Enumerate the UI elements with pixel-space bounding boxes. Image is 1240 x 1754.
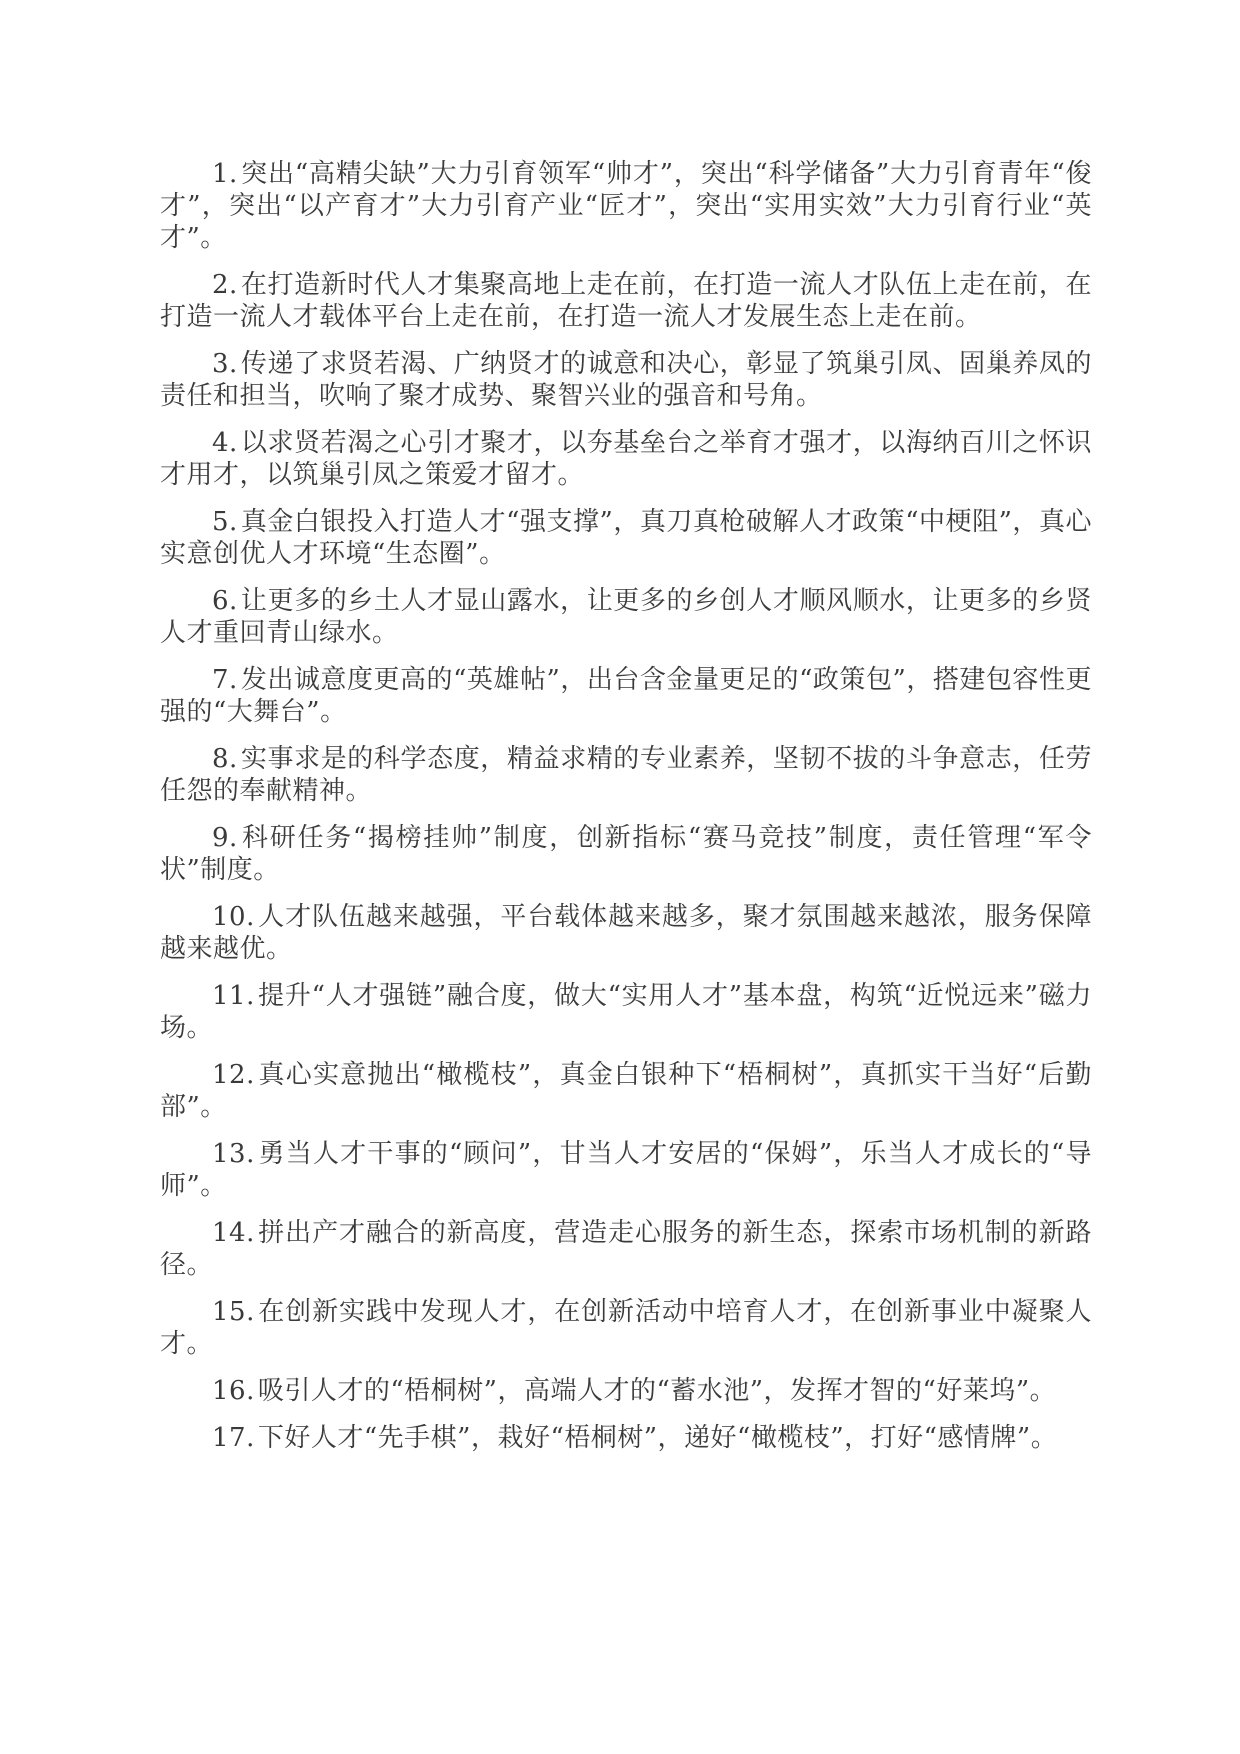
- item-text: 在打造新时代人才集聚高地上走在前，在打造一流人才队伍上走在前，在打造一流人才载体平台上走在前，在打造一流人才发展生态上走在前。: [160, 270, 1092, 332]
- list-item: [160, 822, 1092, 886]
- list-item: [160, 664, 1092, 728]
- item-number: 13.: [212, 1139, 255, 1169]
- item-text: 拼出产才融合的新高度，营造走心服务的新生态，探索市场机制的新路径。: [160, 1218, 1092, 1280]
- item-text: 勇当人才干事的“顾问”，甘当人才安居的“保姆”，乐当人才成长的“导师”。: [160, 1139, 1092, 1201]
- list-item: [160, 585, 1092, 649]
- item-number: 16.: [212, 1376, 255, 1406]
- list-item: [160, 1217, 1092, 1281]
- item-text: 下好人才“先手棋”，栽好“梧桐树”，递好“橄榄枝”，打好“感情牌”。: [257, 1423, 1058, 1453]
- item-number: 6.: [212, 586, 238, 616]
- list-item: [160, 1375, 1092, 1407]
- list-item: [160, 980, 1092, 1044]
- item-text: 提升“人才强链”融合度，做大“实用人才”基本盘，构筑“近悦远来”磁力场。: [160, 981, 1092, 1043]
- item-text: 在创新实践中发现人才，在创新活动中培育人才，在创新事业中凝聚人才。: [160, 1297, 1092, 1359]
- item-number: 11.: [212, 981, 255, 1011]
- item-number: 5.: [212, 507, 238, 537]
- list-item: [160, 427, 1092, 491]
- item-text: 真心实意抛出“橄榄枝”，真金白银种下“梧桐树”，真抓实干当好“后勤部”。: [160, 1060, 1092, 1122]
- list-item: [160, 743, 1092, 807]
- item-number: 3.: [212, 349, 238, 379]
- list-item: [160, 158, 1092, 254]
- document-body: [160, 158, 1092, 1469]
- item-number: 10.: [212, 902, 255, 932]
- item-number: 14.: [212, 1218, 255, 1248]
- item-text: 发出诚意度更高的“英雄帖”，出台含金量更足的“政策包”，搭建包容性更强的“大舞台”。: [160, 665, 1092, 727]
- list-item: [160, 348, 1092, 412]
- item-text: 让更多的乡土人才显山露水，让更多的乡创人才顺风顺水，让更多的乡贤人才重回青山绿水。: [160, 586, 1092, 648]
- item-number: 12.: [212, 1060, 255, 1090]
- item-number: 1.: [212, 159, 238, 189]
- item-text: 实事求是的科学态度，精益求精的专业素养，坚韧不拔的斗争意志，任劳任怨的奉献精神。: [160, 744, 1092, 806]
- list-item: [160, 1059, 1092, 1123]
- item-number: 4.: [212, 428, 238, 458]
- item-number: 15.: [212, 1297, 255, 1327]
- item-text: 传递了求贤若渴、广纳贤才的诚意和决心，彰显了筑巢引凤、固巢养凤的责任和担当，吹响了聚才成势、聚智兴业的强音和号角。: [160, 349, 1092, 411]
- item-text: 人才队伍越来越强，平台载体越来越多，聚才氛围越来越浓，服务保障越来越优。: [160, 902, 1092, 964]
- item-number: 7.: [212, 665, 238, 695]
- list-item: [160, 506, 1092, 570]
- item-number: 9.: [212, 823, 238, 853]
- list-item: [160, 1138, 1092, 1202]
- item-text: 科研任务“揭榜挂帅”制度，创新指标“赛马竞技”制度，责任管理“军令状”制度。: [160, 823, 1092, 885]
- item-text: 真金白银投入打造人才“强支撑”，真刀真枪破解人才政策“中梗阻”，真心实意创优人才环境“生态圈”。: [160, 507, 1092, 569]
- list-item: [160, 1422, 1092, 1454]
- list-item: [160, 901, 1092, 965]
- item-text: 突出“高精尖缺”大力引育领军“帅才”，突出“科学储备”大力引育青年“俊才”，突出“以产育才”大力引育产业“匠才”，突出“实用实效”大力引育行业“英才”。: [160, 159, 1092, 253]
- list-item: [160, 1296, 1092, 1360]
- item-number: 17.: [212, 1423, 255, 1453]
- item-text: 以求贤若渴之心引才聚才，以夯基垒台之举育才强才，以海纳百川之怀识才用才，以筑巢引凤之策爱才留才。: [160, 428, 1092, 490]
- item-text: 吸引人才的“梧桐树”，高端人才的“蓄水池”，发挥才智的“好莱坞”。: [257, 1376, 1057, 1406]
- list-item: [160, 269, 1092, 333]
- item-number: 8.: [212, 744, 238, 774]
- item-number: 2.: [212, 270, 238, 300]
